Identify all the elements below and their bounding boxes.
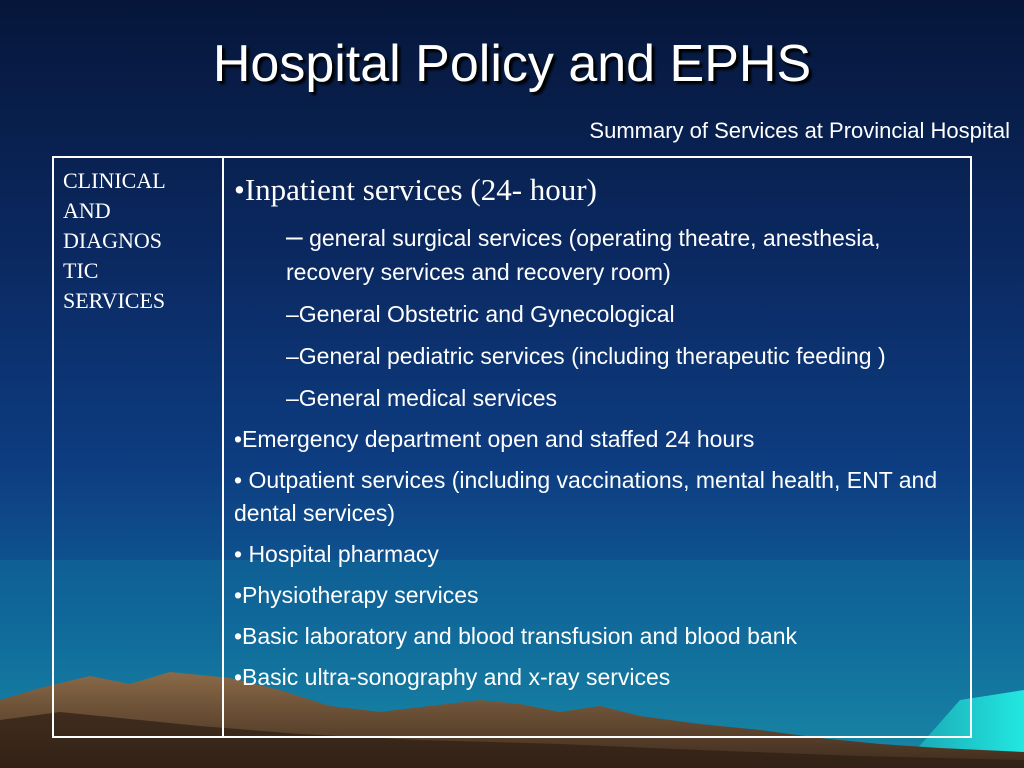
sub-item-surgical-text: general surgical services (operating theatre, anesthesia, recovery services and recovery room): [286, 225, 881, 285]
category-line: TIC: [63, 258, 99, 283]
slide-title: Hospital Policy and EPHS: [212, 35, 812, 93]
sub-item-obstetric: –General Obstetric and Gynecological: [286, 301, 675, 327]
bullet-ultrasonography: •Basic ultra-sonography and x-ray services: [234, 664, 671, 690]
slide-subtitle: Summary of Services at Provincial Hospital: [589, 118, 1010, 143]
category-line: AND: [63, 198, 111, 223]
sub-item-medical: –General medical services: [286, 385, 558, 411]
category-line: DIAGNOS: [63, 228, 162, 253]
dash-glyph: –: [286, 220, 303, 253]
bullet-laboratory: •Basic laboratory and blood transfusion and blood bank: [234, 623, 797, 649]
sub-item-surgical: [286, 220, 960, 289]
bullet-pharmacy: • Hospital pharmacy: [234, 541, 439, 567]
inpatient-services-bullet: •Inpatient services (24- hour): [234, 172, 597, 207]
services-cell: [224, 158, 970, 736]
category-line: SERVICES: [63, 288, 166, 313]
services-table: [52, 156, 972, 738]
category-cell: [54, 158, 224, 736]
bullet-outpatient: • Outpatient services (including vaccinations, mental health, ENT and dental services): [234, 467, 938, 526]
category-line: CLINICAL: [63, 168, 166, 193]
bullet-emergency: •Emergency department open and staffed 24 hours: [234, 426, 755, 452]
sub-item-pediatric: –General pediatric services (including therapeutic feeding ): [286, 343, 886, 369]
bullet-physiotherapy: •Physiotherapy services: [234, 582, 479, 608]
